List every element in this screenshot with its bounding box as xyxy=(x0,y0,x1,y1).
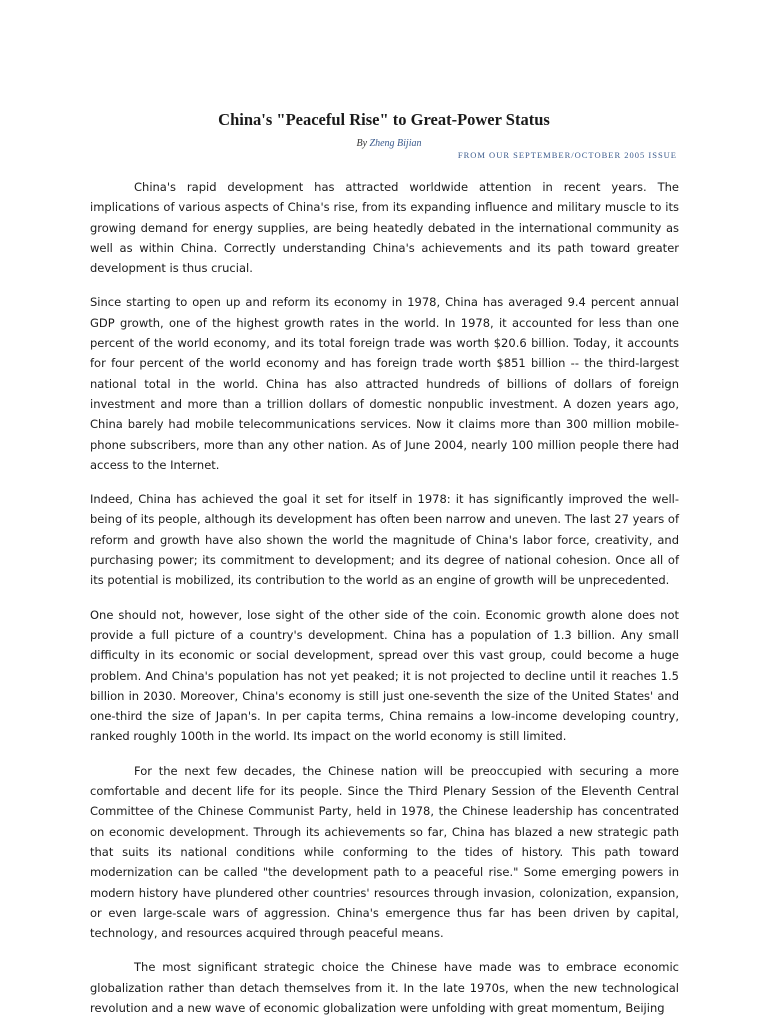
byline xyxy=(0,138,768,149)
body-paragraph: For the next few decades, the Chinese nation will be preoccupied with securing a more comfortable and decent life for its people. Since the Third Plenary Session of the Eleventh Central Committee of the Chinese Communist Party, held in 1978, the Chinese leadership has concentrated on economic development. Through its achievements so far, China has blazed a new strategic path that suits its national conditions while conforming to the tides of history. This path toward modernization can be called "the development path to a peaceful rise." Some emerging powers in modern history have plundered other countries' resources through invasion, colonization, expansion, or even large-scale wars of aggression. China's emergence thus far has been driven by capital, technology, and resources acquired through peaceful means. xyxy=(90,763,679,941)
body-paragraph: The most significant strategic choice the Chinese have made was to embrace economic globalization rather than detach themselves from it. In the late 1970s, when the new technological revolution and a new wave of economic globalization were unfolding with great momentum, Beijing xyxy=(90,960,679,1015)
body-paragraph: Indeed, China has achieved the goal it set for itself in 1978: it has significantly improved the well-being of its people, although its development has often been narrow and uneven. The last 27 years of reform and growth have also shown the world the magnitude of China's labor force, creativity, and purchasing power; its commitment to development; and its degree of national cohesion. Once all of its potential is mobilized, its contribution to the world as an engine of growth will be unprecedented. xyxy=(90,492,679,588)
body-paragraph: One should not, however, lose sight of the other side of the coin. Economic growth alone does not provide a full picture of a country's development. China has a population of 1.3 billion. Any small difficulty in its economic or social development, spread over this vast group, could become a huge problem. And China's population has not yet peaked; it is not projected to decline until it reaches 1.5 billion in 2030. Moreover, China's economy is still just one-seventh the size of the United States' and one-third the size of Japan's. In per capita terms, China remains a low-income developing country, ranked roughly 100th in the world. Its impact on the world economy is still limited. xyxy=(90,607,679,744)
author-link[interactable]: Zheng Bijian xyxy=(369,138,422,149)
issue-line: FROM OUR SEPTEMBER/OCTOBER 2005 ISSUE xyxy=(457,150,677,160)
article-body xyxy=(90,177,679,1024)
body-paragraph: China's rapid development has attracted worldwide attention in recent years. The implications of various aspects of China's rise, from its expanding influence and military muscle to its growing demand for energy supplies, are being heatedly debated in the international community as well as within China. Correctly understanding China's achievements and its path toward greater development is thus crucial. xyxy=(90,180,679,276)
body-paragraph: Since starting to open up and reform its economy in 1978, China has averaged 9.4 percent annual GDP growth, one of the highest growth rates in the world. In 1978, it accounted for less than one percent of the world economy, and its total foreign trade was worth $20.6 billion. Today, it accounts for four percent of the world economy and has foreign trade worth $851 billion -- the third-largest national total in the world. China has also attracted hundreds of billions of dollars of foreign investment and more than a trillion dollars of domestic nonpublic investment. A dozen years ago, China barely had mobile telecommunications services. Now it claims more than 300 million mobile-phone subscribers, more than any other nation. As of June 2004, nearly 100 million people there had access to the Internet. xyxy=(90,295,679,472)
article-title: China's "Peaceful Rise" to Great-Power Status xyxy=(218,110,550,129)
byline-prefix: By xyxy=(356,138,370,149)
